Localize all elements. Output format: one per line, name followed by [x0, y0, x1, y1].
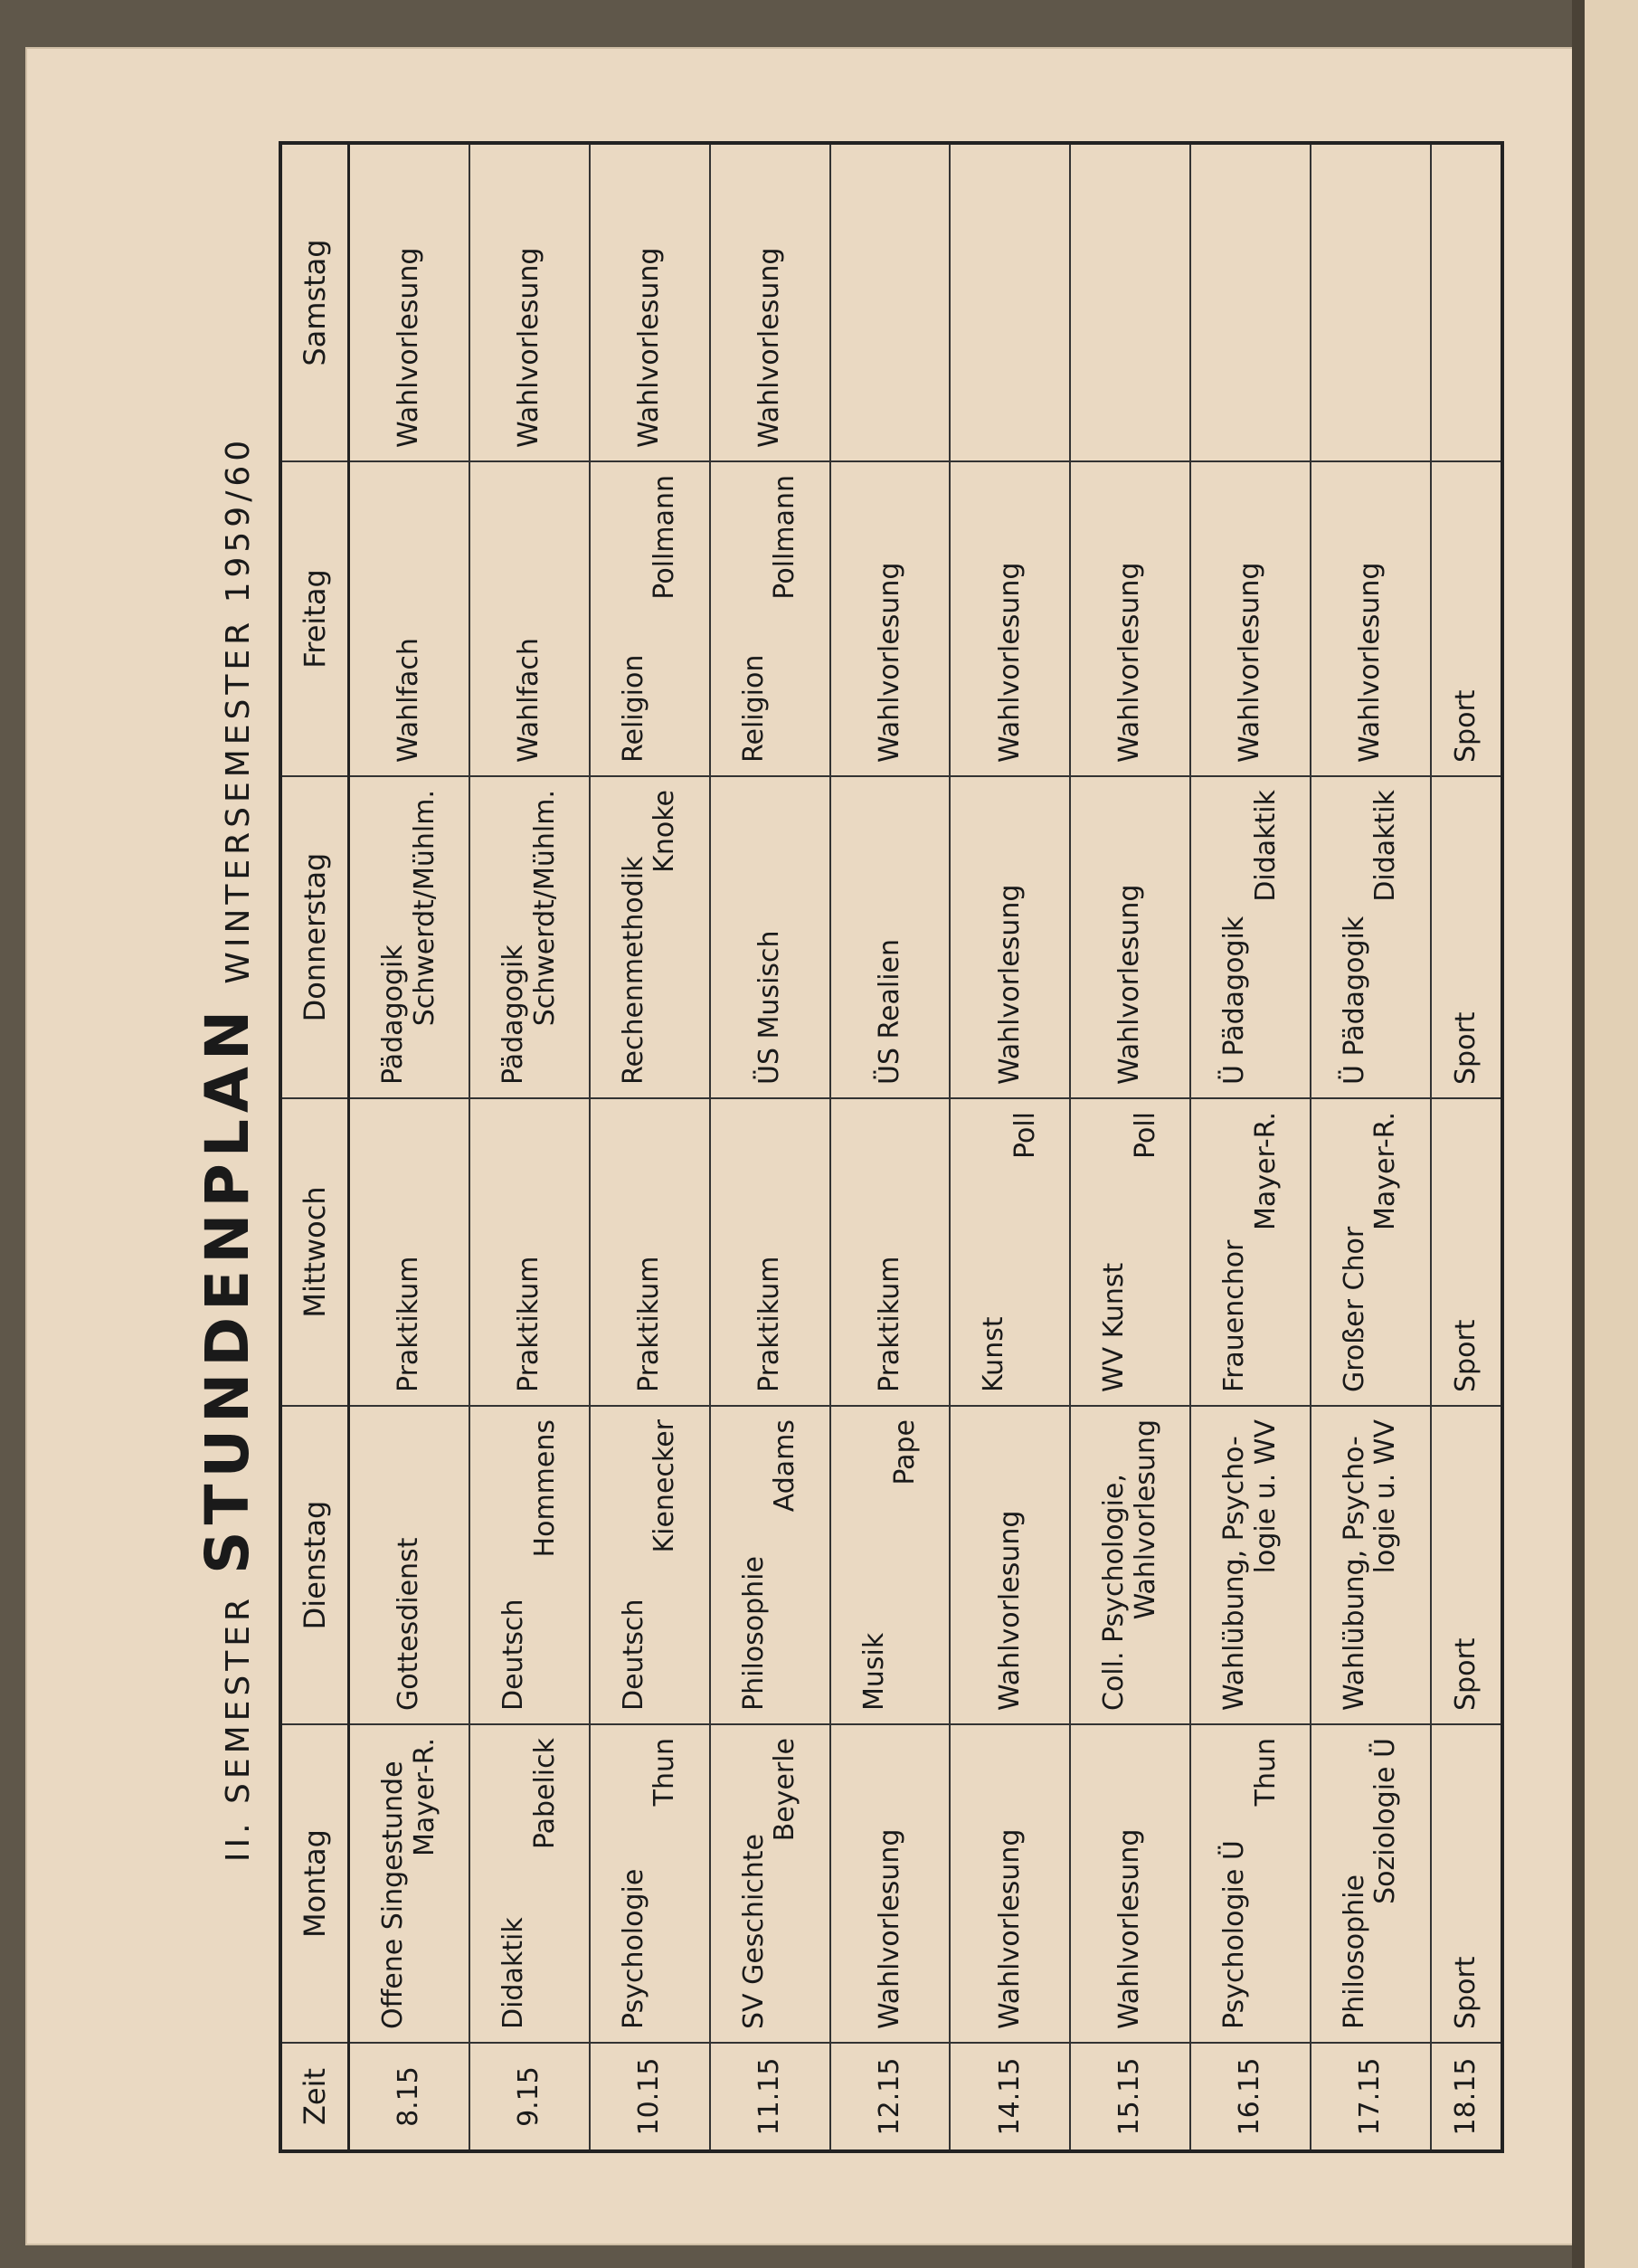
- schedule-cell: [1311, 1406, 1431, 1724]
- schedule-cell: [950, 461, 1070, 776]
- time-cell: 11.15: [710, 2043, 830, 2151]
- course-name: ÜS Realien: [873, 938, 905, 1085]
- course-detail: Poll: [1008, 1112, 1041, 1160]
- course-name: Praktikum: [633, 1256, 666, 1392]
- course-name: Wahlübung, Psycho-: [1338, 1436, 1370, 1711]
- course-name: Wahlvorlesung: [1113, 562, 1146, 763]
- column-header: Dienstag: [280, 1406, 349, 1724]
- schedule-cell: [1070, 143, 1190, 461]
- schedule-cell: [1431, 1724, 1502, 2043]
- course-name: Wahlvorlesung: [993, 562, 1026, 763]
- course-name: Rechenmethodik: [617, 856, 649, 1085]
- schedule-cell: [710, 461, 830, 776]
- course-name: Frauenchor: [1218, 1239, 1250, 1392]
- course-detail: Mayer-R.: [1249, 1112, 1282, 1231]
- course-name: Gottesdienst: [393, 1537, 425, 1711]
- course-name: Wahlvorlesung: [1354, 562, 1387, 763]
- course-name: Wahlvorlesung: [873, 1828, 905, 2029]
- time-cell: 12.15: [830, 2043, 951, 2151]
- schedule-cell: [830, 1724, 951, 2043]
- course-detail: Poll: [1129, 1112, 1161, 1160]
- course-name: Religion: [737, 654, 770, 763]
- schedule-cell: [830, 776, 951, 1098]
- time-cell: 17.15: [1311, 2043, 1431, 2151]
- schedule-cell: [1431, 461, 1502, 776]
- table-row: [1311, 143, 1431, 2151]
- course-name: Praktikum: [873, 1256, 905, 1392]
- course-name: Sport: [1449, 1319, 1482, 1392]
- schedule-cell: [1431, 143, 1502, 461]
- schedule-cell: [710, 1724, 830, 2043]
- course-name: Praktikum: [513, 1256, 545, 1392]
- column-header: Donnerstag: [280, 776, 349, 1098]
- schedule-cell: [469, 776, 590, 1098]
- column-header: Freitag: [280, 461, 349, 776]
- course-detail: Beyerle: [769, 1738, 801, 1842]
- course-name: Sport: [1449, 1956, 1482, 2029]
- course-name: Kunst: [978, 1316, 1010, 1392]
- schedule-cell: [349, 1406, 470, 1724]
- course-name: Sport: [1449, 1637, 1482, 1711]
- schedule-cell: [349, 1724, 470, 2043]
- column-header: Zeit: [280, 2043, 349, 2151]
- course-name: Wahlfach: [513, 638, 545, 763]
- schedule-cell: [950, 1406, 1070, 1724]
- schedule-cell: [1070, 1098, 1190, 1406]
- schedule-cell: [469, 1098, 590, 1406]
- schedule-cell: [1431, 776, 1502, 1098]
- time-cell: 18.15: [1431, 2043, 1502, 2151]
- schedule-cell: [830, 143, 951, 461]
- schedule-cell: [1431, 1406, 1502, 1724]
- table-row: [950, 143, 1070, 2151]
- course-name: Didaktik: [497, 1917, 530, 2029]
- schedule-cell: [1190, 1406, 1311, 1724]
- course-detail: Mayer-R.: [408, 1738, 440, 1857]
- course-detail: Knoke: [649, 790, 681, 873]
- schedule-cell: [1070, 1724, 1190, 2043]
- course-detail: Hommens: [528, 1419, 561, 1558]
- course-detail: logie u. WV: [1249, 1419, 1282, 1574]
- course-detail: Adams: [769, 1419, 801, 1513]
- schedule-cell: [590, 776, 710, 1098]
- course-name: Musik: [857, 1632, 890, 1711]
- course-name: Deutsch: [497, 1599, 530, 1711]
- course-name: Wahlvorlesung: [993, 884, 1026, 1085]
- schedule-cell: [590, 461, 710, 776]
- schedule-cell: [1190, 1098, 1311, 1406]
- schedule-cell: [1070, 776, 1190, 1098]
- schedule-cell: [349, 1098, 470, 1406]
- schedule-cell: [1311, 776, 1431, 1098]
- course-name: Wahlvorlesung: [873, 562, 905, 763]
- course-name: Wahlvorlesung: [513, 247, 545, 448]
- course-name: Wahlvorlesung: [993, 1828, 1026, 2029]
- schedule-cell: [710, 1098, 830, 1406]
- schedule-cell: [590, 1406, 710, 1724]
- schedule-cell: [830, 461, 951, 776]
- timetable: [279, 141, 1504, 2153]
- course-name: Wahlfach: [393, 638, 425, 763]
- schedule-cell: [469, 461, 590, 776]
- schedule-cell: [1311, 143, 1431, 461]
- course-name: Philosophie: [737, 1556, 770, 1711]
- schedule-cell: [1070, 1406, 1190, 1724]
- schedule-cell: [1311, 1098, 1431, 1406]
- heading-prefix: II. SEMESTER: [220, 1594, 257, 1863]
- course-name: Ü Pädagogik: [1218, 916, 1250, 1085]
- course-detail: Kienecker: [649, 1419, 681, 1553]
- schedule-cell: [710, 143, 830, 461]
- schedule-cell: [1070, 461, 1190, 776]
- schedule-cell: [590, 1098, 710, 1406]
- schedule-cell: [1190, 461, 1311, 776]
- course-name: Wahlvorlesung: [993, 1510, 1026, 1711]
- course-name: Wahlvorlesung: [1113, 1828, 1146, 2029]
- schedule-cell: [1311, 1724, 1431, 2043]
- time-cell: 16.15: [1190, 2043, 1311, 2151]
- course-name: Deutsch: [617, 1599, 649, 1711]
- course-detail: Mayer-R.: [1369, 1112, 1402, 1231]
- heading-suffix: WINTERSEMESTER 1959/60: [220, 435, 257, 984]
- schedule-cell: [950, 776, 1070, 1098]
- schedule-cell: [349, 143, 470, 461]
- course-detail: Thun: [1249, 1738, 1282, 1807]
- course-name: Wahlvorlesung: [1234, 562, 1266, 763]
- header-row: [280, 143, 349, 2151]
- course-name: SV Geschichte: [737, 1833, 770, 2029]
- course-name: Pädagogik: [497, 944, 530, 1085]
- course-name: ÜS Musisch: [753, 930, 785, 1085]
- column-header: Montag: [280, 1724, 349, 2043]
- course-detail: Didaktik: [1249, 790, 1282, 902]
- schedule-cell: [349, 776, 470, 1098]
- course-name: Psychologie: [617, 1868, 649, 2029]
- table-row: [1070, 143, 1190, 2151]
- course-name: Psychologie Ü: [1218, 1840, 1250, 2029]
- course-detail: Pollmann: [649, 475, 681, 600]
- schedule-cell: [950, 143, 1070, 461]
- time-cell: 14.15: [950, 2043, 1070, 2151]
- course-detail: Pabelick: [528, 1738, 561, 1850]
- course-name: Philosophie: [1338, 1874, 1370, 2029]
- schedule-cell: [590, 143, 710, 461]
- schedule-cell: [1311, 461, 1431, 776]
- column-header: Mittwoch: [280, 1098, 349, 1406]
- course-detail: Pollmann: [769, 475, 801, 600]
- table-row: [590, 143, 710, 2151]
- course-detail: Thun: [649, 1738, 681, 1807]
- course-detail: logie u. WV: [1369, 1419, 1402, 1574]
- schedule-cell: [1431, 1098, 1502, 1406]
- course-name: Sport: [1449, 689, 1482, 763]
- table-row: [1431, 143, 1502, 2151]
- course-detail: Didaktik: [1369, 790, 1402, 902]
- course-name: Coll. Psychologie,: [1098, 1474, 1131, 1711]
- course-name: WV Kunst: [1098, 1262, 1131, 1392]
- schedule-cell: [469, 1406, 590, 1724]
- time-cell: 15.15: [1070, 2043, 1190, 2151]
- course-name: Praktikum: [393, 1256, 425, 1392]
- table-row: [830, 143, 951, 2151]
- course-name: Wahlvorlesung: [393, 247, 425, 448]
- time-cell: 10.15: [590, 2043, 710, 2151]
- course-detail: Schwerdt/Mühlm.: [408, 790, 440, 1027]
- schedule-cell: [1190, 776, 1311, 1098]
- course-name: Wahlvorlesung: [753, 247, 785, 448]
- schedule-cell: [1190, 1724, 1311, 2043]
- course-name: Wahlvorlesung: [1113, 884, 1146, 1085]
- course-name: Wahlvorlesung: [633, 247, 666, 448]
- heading-title: STUNDENPLAN: [193, 1003, 262, 1574]
- table-row: [710, 143, 830, 2151]
- schedule-cell: [1190, 143, 1311, 461]
- course-detail: Schwerdt/Mühlm.: [528, 790, 561, 1027]
- schedule-cell: [349, 461, 470, 776]
- schedule-cell: [950, 1098, 1070, 1406]
- table-row: [469, 143, 590, 2151]
- course-name: Ü Pädagogik: [1338, 916, 1370, 1085]
- course-detail: Wahlvorlesung: [1129, 1419, 1161, 1620]
- schedule-cell: [710, 776, 830, 1098]
- schedule-cell: [590, 1724, 710, 2043]
- schedule-cell: [469, 1724, 590, 2043]
- course-name: Praktikum: [753, 1256, 785, 1392]
- schedule-cell: [710, 1406, 830, 1724]
- course-name: Sport: [1449, 1011, 1482, 1085]
- table-row: [349, 143, 470, 2151]
- time-cell: 8.15: [349, 2043, 470, 2151]
- schedule-cell: [830, 1098, 951, 1406]
- rotated-timetable: [172, 145, 1510, 2153]
- course-name: Wahlübung, Psycho-: [1218, 1436, 1250, 1711]
- course-name: Pädagogik: [377, 944, 410, 1085]
- course-name: Großer Chor: [1338, 1226, 1370, 1392]
- table-row: [1190, 143, 1311, 2151]
- adjacent-page-edge: [1585, 0, 1638, 2268]
- schedule-cell: [830, 1406, 951, 1724]
- schedule-cell: [950, 1724, 1070, 2043]
- page-heading: [172, 145, 262, 2153]
- course-detail: Pape: [889, 1419, 922, 1485]
- time-cell: 9.15: [469, 2043, 590, 2151]
- schedule-cell: [469, 143, 590, 461]
- course-name: Offene Singestunde: [377, 1760, 410, 2029]
- course-detail: Soziologie Ü: [1369, 1738, 1402, 1904]
- course-name: Religion: [617, 654, 649, 763]
- column-header: Samstag: [280, 143, 349, 461]
